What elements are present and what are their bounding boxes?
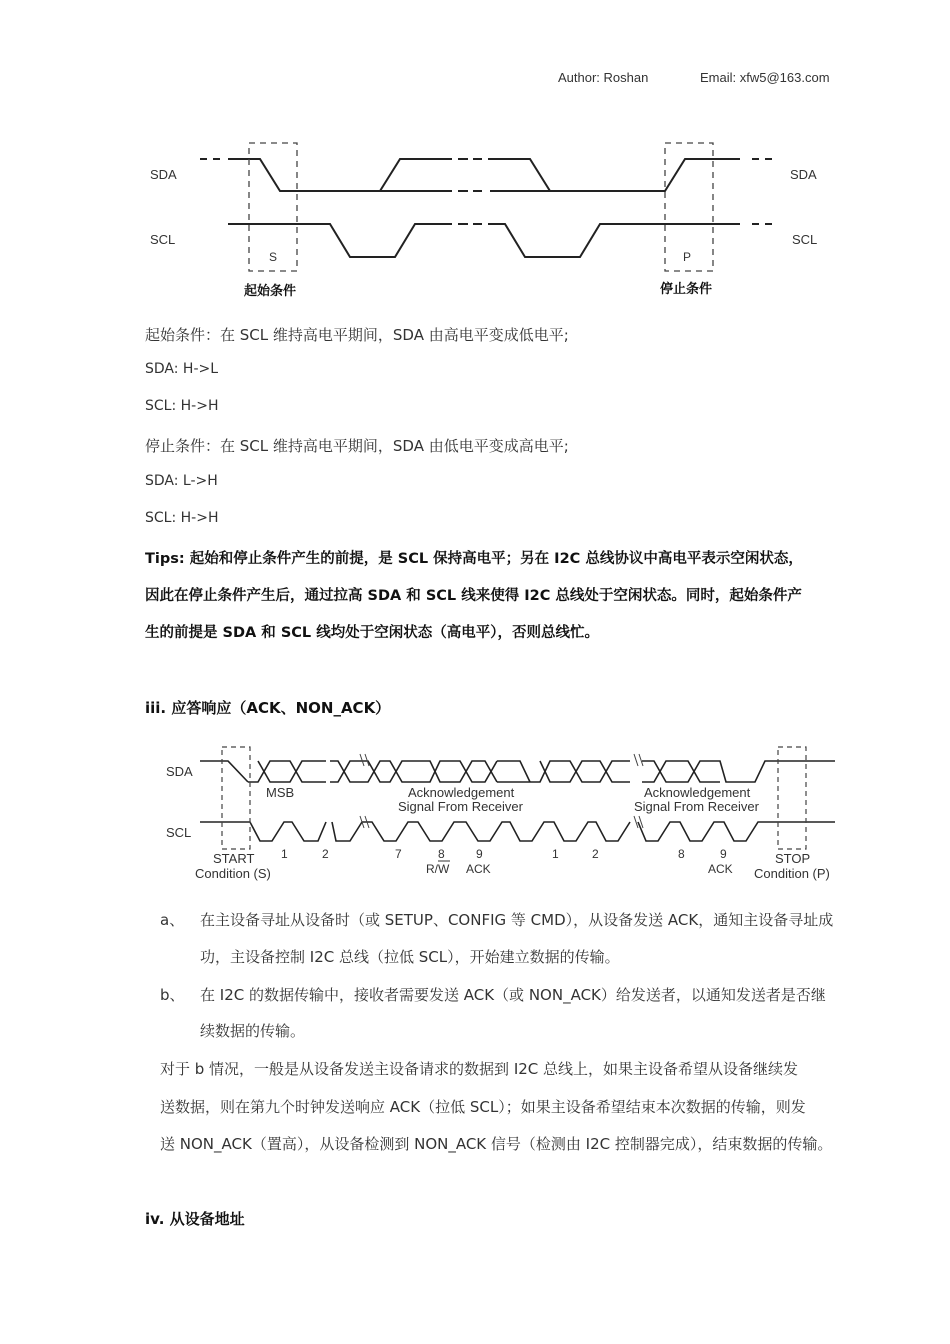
list-item-b-line-2: 续数据的传输。 — [200, 1022, 306, 1040]
section-ack-title: iii. 应答响应（ACK、NON_ACK） — [145, 699, 391, 717]
ack-timing-diagram — [160, 740, 840, 890]
paragraph-line-3: 送 NON_ACK（置高），从设备检测到 NON_ACK 信号（检测由 I2C 控制器完成），结束数据的传输。 — [160, 1135, 833, 1153]
list-item-a-line-1: 在主设备寻址从设备时（或 SETUP、CONFIG 等 CMD），从设备发送 ACK，通知主设备寻址成 — [200, 911, 834, 929]
clock-num-2b: 2 — [592, 847, 599, 861]
stop-condition-caption: 停止条件 — [660, 281, 713, 296]
section-slave-address-title: iv. 从设备地址 — [145, 1210, 245, 1228]
ack-signal-label-1b: Signal From Receiver — [398, 799, 523, 814]
list-item-a-line-2: 功，主设备控制 I2C 总线（拉低 SCL），开始建立数据的传输。 — [200, 948, 620, 966]
tips-line-1: Tips: 起始和停止条件产生的前提，是 SCL 保持高电平；另在 I2C 总线协议中高电平表示空闲状态， — [145, 551, 803, 567]
rw-label: R/W — [426, 862, 450, 876]
sda-label-left: SDA — [150, 167, 177, 182]
author-label: Author: Roshan — [558, 70, 649, 85]
stop-sda-transition: SDA: L->H — [145, 473, 218, 489]
paragraph-line-2: 送数据，则在第九个时钟发送响应 ACK（拉低 SCL）；如果主设备希望结束本次数据的传输，则发 — [160, 1098, 806, 1116]
msb-label: MSB — [266, 785, 295, 800]
clock-num-1b: 1 — [552, 847, 559, 861]
list-item-a-marker: a、 — [160, 911, 185, 929]
stop-p-label: P — [683, 250, 692, 264]
tips-line-3: 生的前提是 SDA 和 SCL 线均处于空闲状态（高电平），否则总线忙。 — [145, 625, 599, 641]
start-condition-label-2: Condition (S) — [195, 866, 271, 881]
ack-label-2: ACK — [708, 862, 733, 876]
ack-signal-label-2a: Acknowledgement — [644, 785, 751, 800]
clock-num-1: 1 — [281, 847, 288, 861]
list-item-b-marker: b、 — [160, 986, 185, 1004]
stop-condition-title: 停止条件：在 SCL 维持高电平期间，SDA 由低电平变成高电平; — [145, 437, 569, 455]
scl-label-right: SCL — [792, 232, 818, 247]
fig2-scl-label: SCL — [166, 825, 192, 840]
fig2-sda-label: SDA — [166, 764, 193, 779]
clock-num-8b: 8 — [678, 847, 685, 861]
ack-label-1: ACK — [466, 862, 491, 876]
tips-line-2: 因此在停止条件产生后，通过拉高 SDA 和 SCL 线来使得 I2C 总线处于空闲状态。同时，起始条件产 — [145, 588, 802, 604]
sda-label-right: SDA — [790, 167, 817, 182]
clock-num-7: 7 — [395, 847, 402, 861]
clock-num-2: 2 — [322, 847, 329, 861]
clock-num-8: 8 — [438, 847, 445, 861]
email-label: Email: xfw5@163.com — [700, 70, 830, 85]
start-scl-transition: SCL: H->H — [145, 398, 219, 414]
clock-num-9: 9 — [476, 847, 483, 861]
stop-condition-label-2: Condition (P) — [754, 866, 830, 881]
start-sda-transition: SDA: H->L — [145, 361, 219, 377]
start-stop-timing-diagram — [140, 135, 830, 305]
scl-label-left: SCL — [150, 232, 176, 247]
stop-scl-transition: SCL: H->H — [145, 510, 219, 526]
ack-signal-label-2b: Signal From Receiver — [634, 799, 759, 814]
start-condition-label-1: START — [213, 851, 255, 866]
clock-num-9b: 9 — [720, 847, 727, 861]
paragraph-line-1: 对于 b 情况，一般是从设备发送主设备请求的数据到 I2C 总线上，如果主设备希望从设备继续发 — [160, 1060, 799, 1078]
start-s-label: S — [269, 250, 278, 264]
ack-signal-label-1a: Acknowledgement — [408, 785, 515, 800]
start-condition-caption: 起始条件 — [244, 283, 297, 298]
stop-condition-label-1: STOP — [775, 851, 811, 866]
list-item-b-line-1: 在 I2C 的数据传输中，接收者需要发送 ACK（或 NON_ACK）给发送者，以通知发送者是否继 — [200, 986, 826, 1004]
start-condition-title: 起始条件：在 SCL 维持高电平期间，SDA 由高电平变成低电平; — [145, 326, 569, 344]
